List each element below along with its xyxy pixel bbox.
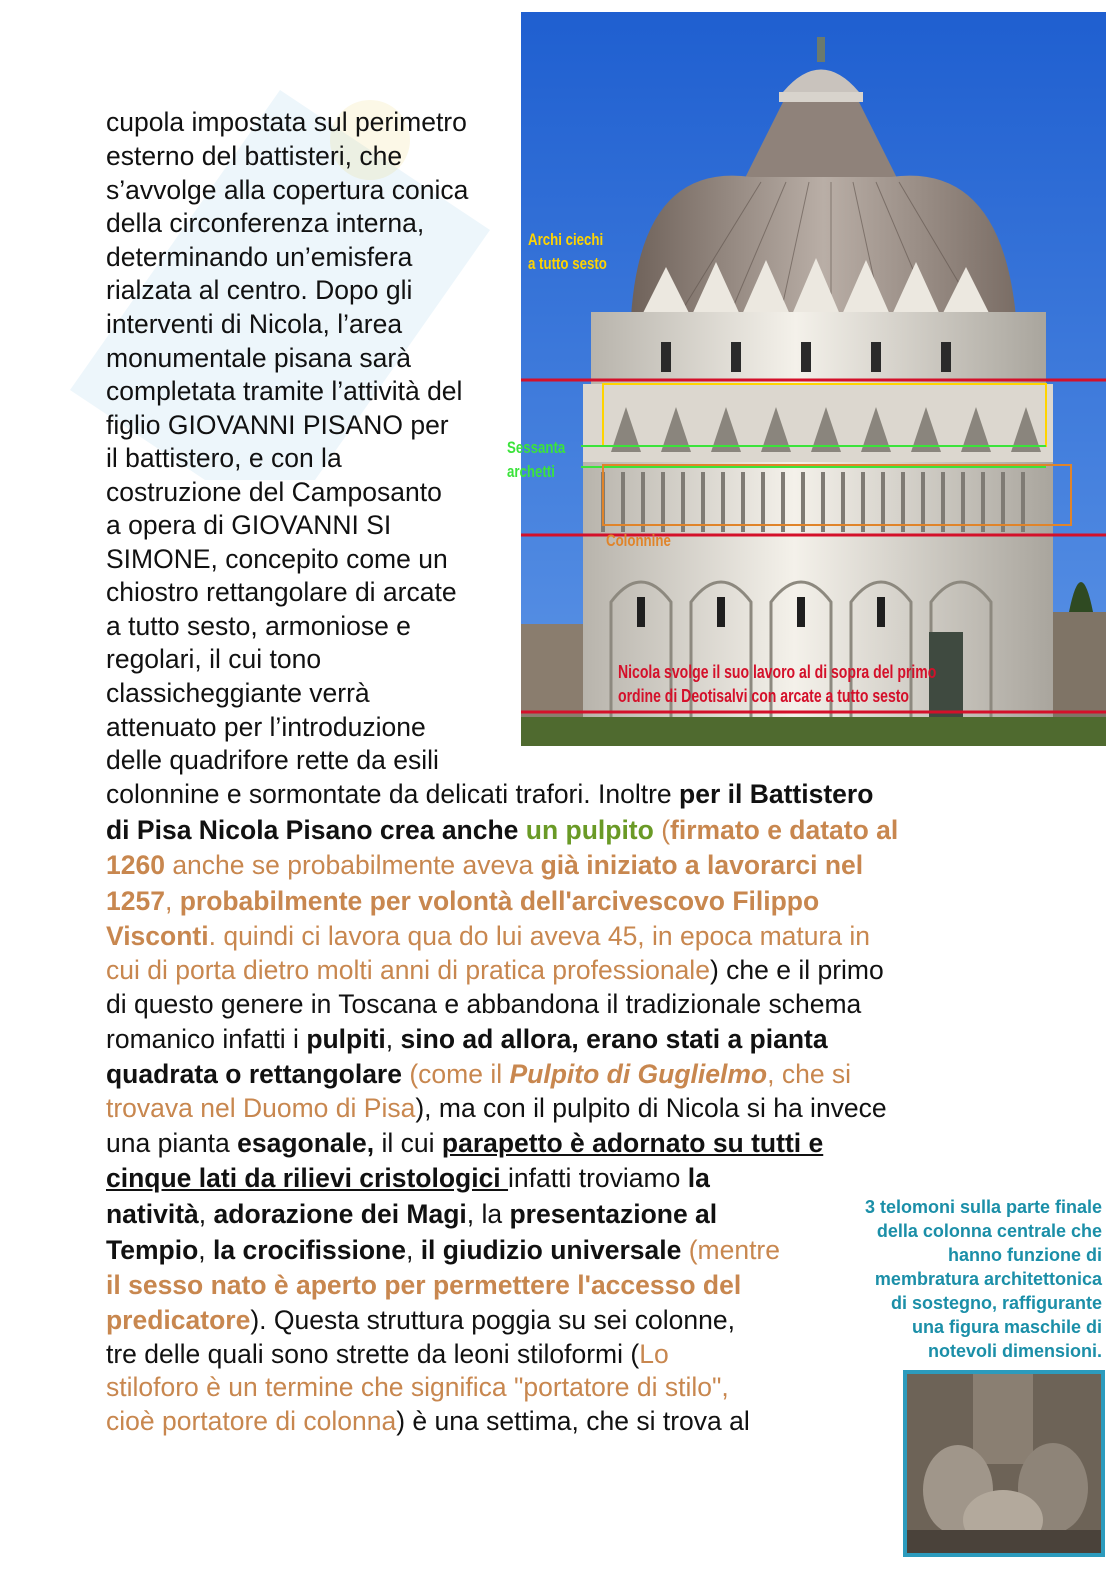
- text-line: regolari, il cui tono: [106, 644, 322, 674]
- text-line: a tutto sesto, armoniose e: [106, 611, 411, 641]
- text-line: rialzata al centro. Dopo gli: [106, 275, 413, 305]
- text-line: chiostro rettangolare di arcate: [106, 577, 457, 607]
- text-line: il sesso nato è aperto per permettere l'accesso del: [106, 1270, 742, 1300]
- annotation-colonnine: Colonnine: [606, 531, 671, 550]
- annotation-nicola: Nicola svolge il suo lavoro al di sopra del primo ordine di Deotisalvi con arcate a tutto sesto: [618, 662, 937, 706]
- text-line: cupola impostata sul perimetro: [106, 107, 467, 137]
- text-line: 1257, probabilmente per volontà dell'arcivescovo Filippo: [106, 886, 820, 916]
- text-line: figlio GIOVANNI PISANO per: [106, 410, 449, 440]
- text-line: a opera di GIOVANNI SI: [106, 510, 392, 540]
- text-line: tre delle quali sono strette da leoni stiloformi (Lo: [106, 1339, 669, 1369]
- text-line: s’avvolge alla copertura conica: [106, 175, 469, 205]
- text-line: SIMONE, concepito come un: [106, 544, 448, 574]
- text-line: 1260 anche se probabilmente aveva già iniziato a lavorarci nel: [106, 850, 864, 880]
- text-line: cui di porta dietro molti anni di pratica professionale) che e il primo: [106, 955, 884, 985]
- annotation-sessanta-archetti: Sessanta archetti: [507, 438, 566, 481]
- text-line: di questo genere in Toscana e abbandona il tradizionale schema: [106, 989, 862, 1019]
- annotation-archi-ciechi: Archi ciechi a tutto sesto: [528, 230, 607, 273]
- text-line: il battistero, e con la: [106, 443, 342, 473]
- text-line: cioè portatore di colonna) è una settima, che si trova al: [106, 1406, 750, 1436]
- text-line: interventi di Nicola, l’area: [106, 309, 403, 339]
- text-line: quadrata o rettangolare (come il Pulpito di Guglielmo, che si: [106, 1059, 852, 1089]
- text-line: Visconti. quindi ci lavora qua do lui aveva 45, in epoca matura in: [106, 921, 871, 951]
- text-line: costruzione del Camposanto: [106, 477, 442, 507]
- text-line: determinando un’emisfera: [106, 242, 413, 272]
- text-line: classicheggiante verrà: [106, 678, 370, 708]
- baptistery-photo: [521, 12, 1106, 746]
- text-line: romanico infatti i pulpiti, sino ad allora, erano stati a pianta: [106, 1024, 828, 1054]
- text-line: delle quadrifore rette da esili: [106, 745, 439, 775]
- text-line: Tempio, la crocifissione, il giudizio universale (mentre: [106, 1235, 780, 1265]
- text-line: completata tramite l’attività del: [106, 376, 463, 406]
- text-line: natività, adorazione dei Magi, la presentazione al: [106, 1199, 718, 1229]
- text-line: monumentale pisana sarà: [106, 343, 411, 373]
- text-line: della circonferenza interna,: [106, 208, 425, 238]
- image-caption: 3 telomoni sulla parte finale della colonna centrale che hanno funzione di membratura architettonica di sostegno, raffigurante una figura maschile di notevoli dimensioni.: [864, 1197, 1102, 1361]
- text-line: attenuato per l’introduzione: [106, 712, 426, 742]
- text-line: colonnine e sormontate da delicati trafori. Inoltre per il Battistero: [106, 779, 874, 809]
- text-line: una pianta esagonale, il cui parapetto è adornato su tutti e: [106, 1128, 824, 1158]
- text-line: stiloforo è un termine che significa "portatore di stilo",: [106, 1372, 729, 1402]
- text-line: di Pisa Nicola Pisano crea anche un pulpito (firmato e datato al: [106, 815, 899, 845]
- text-line: predicatore). Questa struttura poggia su sei colonne,: [106, 1305, 735, 1335]
- text-line: esterno del battisteri, che: [106, 141, 403, 171]
- text-line: trovava nel Duomo di Pisa), ma con il pulpito di Nicola si ha invece: [106, 1093, 887, 1123]
- text-line: cinque lati da rilievi cristologici infatti troviamo la: [106, 1163, 710, 1193]
- telamones-photo: [903, 1370, 1105, 1557]
